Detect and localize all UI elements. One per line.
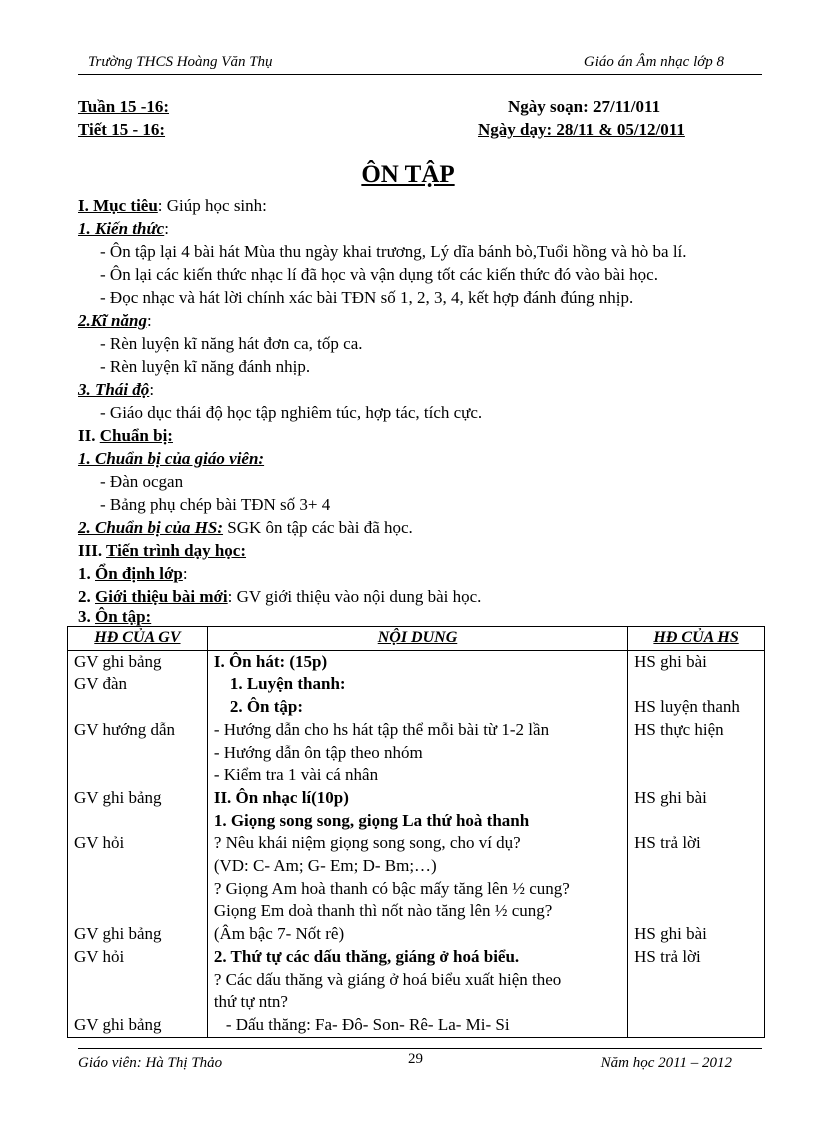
teacher-cell: GV đàn	[68, 673, 208, 696]
teacher-cell	[68, 764, 208, 787]
section-procedure	[78, 541, 246, 561]
student-cell	[628, 1014, 765, 1037]
objectives-intro: : Giúp học sinh:	[157, 196, 267, 215]
teacher-prep-item: - Bảng phụ chép bài TĐN số 3+ 4	[100, 495, 331, 514]
teacher-cell: GV hỏi	[68, 946, 208, 969]
step-class-order	[78, 564, 188, 584]
teacher-cell: GV hỏi	[68, 832, 208, 855]
step-introduction	[78, 587, 481, 607]
content-cell: thứ tự ntn?	[207, 991, 627, 1014]
step-text: :	[182, 564, 188, 583]
section-objectives	[78, 196, 267, 216]
teacher-cell: GV ghi bảng	[68, 923, 208, 946]
student-cell	[628, 855, 765, 878]
content-cell: 2. Ôn tập:	[207, 696, 627, 719]
content-cell: (Âm bậc 7- Nốt rê)	[207, 923, 627, 946]
table-row	[68, 832, 765, 855]
teach-date: Ngày dạy: 28/11 & 05/12/011	[478, 120, 685, 139]
teacher-cell	[68, 991, 208, 1014]
activity-table	[67, 626, 765, 1038]
student-prep-text: SGK ôn tập các bài đã học.	[223, 518, 413, 537]
table-header-row	[68, 627, 765, 651]
student-prep-heading: 2. Chuẩn bị của HS:	[78, 518, 224, 537]
skills-item: - Rèn luyện kĩ năng đánh nhịp.	[100, 357, 311, 376]
knowledge-item: - Đọc nhạc và hát lời chính xác bài TĐN số 1, 2, 3, 4, kết hợp đánh đúng nhịp.	[100, 288, 634, 307]
page-title: ÔN TẬP	[361, 161, 455, 188]
student-cell: HS trả lời	[628, 832, 765, 855]
teacher-prep-heading: 1. Chuẩn bị của giáo viên:	[78, 449, 265, 468]
objectives-heading: I. Mục tiêu	[78, 196, 158, 215]
table-row	[68, 991, 765, 1014]
step-review	[78, 607, 151, 627]
column-header: HĐ CỦA GV	[68, 627, 208, 651]
procedure-number: III.	[78, 541, 107, 560]
prep-date: Ngày soạn: 27/11/011	[508, 97, 661, 116]
document-subject: Giáo án Âm nhạc lớp 8	[583, 54, 724, 70]
student-cell: HS ghi bài	[628, 923, 765, 946]
content-text: I. Ôn hát: (15p)	[213, 651, 328, 671]
content-cell: - Kiểm tra 1 vài cá nhân	[207, 764, 627, 787]
teacher-cell	[68, 900, 208, 923]
content-cell: - Hướng dẫn ôn tập theo nhóm	[207, 742, 627, 765]
content-cell: II. Ôn nhạc lí(10p)	[207, 787, 627, 810]
page-number: 29	[408, 1051, 423, 1067]
knowledge-item: - Ôn lại các kiến thức nhạc lí đã học và vận dụng tốt các kiến thức đó vào bài học.	[100, 265, 658, 284]
table-row	[68, 855, 765, 878]
attitude-item: - Giáo dục thái độ học tập nghiêm túc, hợp tác, tích cực.	[100, 403, 483, 422]
content-cell: 1. Luyện thanh:	[207, 673, 627, 696]
procedure-heading: Tiến trình dạy học:	[106, 541, 247, 560]
school-name: Trường THCS Hoàng Văn Thụ	[88, 54, 273, 70]
teacher-cell	[68, 810, 208, 833]
teacher-cell: GV hướng dẫn	[68, 719, 208, 742]
content-cell: Giọng Em doà thanh thì nốt nào tăng lên ½ cung?	[207, 900, 627, 923]
student-cell	[628, 764, 765, 787]
student-cell: HS trả lời	[628, 946, 765, 969]
table-row	[68, 878, 765, 901]
skills-item: - Rèn luyện kĩ năng hát đơn ca, tốp ca.	[100, 334, 363, 353]
step-number: 1.	[78, 564, 95, 583]
student-cell: HS ghi bài	[628, 650, 765, 673]
preparation-heading: Chuẩn bị:	[99, 426, 173, 445]
teacher-cell	[68, 878, 208, 901]
table-row	[68, 810, 765, 833]
step-heading: Ổn định lớp	[95, 564, 183, 583]
teacher-cell	[68, 969, 208, 992]
content-cell: - Dấu thăng: Fa- Đô- Son- Rê- La- Mi- Si	[207, 1014, 627, 1037]
content-cell: ? Các dấu thăng và giáng ở hoá biểu xuất hiện theo	[207, 969, 627, 992]
student-cell	[628, 900, 765, 923]
table-row	[68, 923, 765, 946]
content-cell: 2. Thứ tự các dấu thăng, giáng ở hoá biểu.	[207, 946, 627, 969]
step-text: : GV giới thiệu vào nội dung bài học.	[227, 587, 482, 606]
table-row	[68, 900, 765, 923]
column-header: NỘI DUNG	[207, 627, 627, 651]
teacher-cell	[68, 742, 208, 765]
content-cell: ? Giọng Am hoà thanh có bậc mấy tăng lên ½ cung?	[207, 878, 627, 901]
step-number: 2.	[78, 587, 95, 606]
week-label: Tuần 15 -16:	[78, 97, 170, 116]
table-row	[68, 650, 765, 673]
knowledge-heading: 1. Kiến thức	[78, 219, 165, 238]
teacher-cell	[68, 696, 208, 719]
table-row	[68, 1014, 765, 1037]
step-heading: Giới thiệu bài mới	[95, 587, 228, 606]
teacher-cell: GV ghi bảng	[68, 787, 208, 810]
student-cell: HS thực hiện	[628, 719, 765, 742]
step-number: 3.	[78, 607, 95, 626]
table-row	[68, 946, 765, 969]
content-cell: 1. Giọng song song, giọng La thứ hoà thanh	[207, 810, 627, 833]
table-row	[68, 969, 765, 992]
student-cell	[628, 742, 765, 765]
school-year: Năm học 2011 – 2012	[600, 1055, 732, 1071]
table-row	[68, 787, 765, 810]
skills-heading-line: 2.Kĩ năng:	[78, 311, 152, 330]
page-header	[78, 52, 762, 75]
attitude-heading-line: 3. Thái độ:	[78, 380, 155, 399]
column-header: HĐ CỦA HS	[628, 627, 765, 651]
student-cell	[628, 969, 765, 992]
student-cell	[628, 878, 765, 901]
student-cell: HS luyện thanh	[628, 696, 765, 719]
period-label: Tiết 15 - 16:	[78, 120, 166, 139]
content-cell: (VD: C- Am; G- Em; D- Bm;…)	[207, 855, 627, 878]
preparation-number: II.	[78, 426, 100, 445]
content-cell	[207, 650, 627, 673]
step-heading: Ôn tập:	[95, 607, 152, 626]
table-row	[68, 719, 765, 742]
table-row	[68, 696, 765, 719]
table-row	[68, 764, 765, 787]
student-cell	[628, 810, 765, 833]
content-cell: ? Nêu khái niệm giọng song song, cho ví dụ?	[207, 832, 627, 855]
content-cell: - Hướng dẫn cho hs hát tập thể mỗi bài từ 1-2 lần	[207, 719, 627, 742]
student-cell	[628, 673, 765, 696]
knowledge-heading-line: 1. Kiến thức:	[78, 219, 169, 238]
teacher-name: Giáo viên: Hà Thị Thảo	[78, 1055, 223, 1071]
student-cell: HS ghi bài	[628, 787, 765, 810]
knowledge-item: - Ôn tập lại 4 bài hát Mùa thu ngày khai trương, Lý dĩa bánh bò,Tuổi hồng và hò ba lí.	[100, 242, 687, 261]
teacher-cell: GV ghi bảng	[68, 1014, 208, 1037]
teacher-cell	[68, 855, 208, 878]
page-footer	[78, 1048, 762, 1073]
student-prep-line	[78, 518, 413, 538]
attitude-heading: 3. Thái độ	[78, 380, 150, 399]
teacher-cell: GV ghi bảng	[68, 650, 208, 673]
student-cell	[628, 991, 765, 1014]
table-row	[68, 673, 765, 696]
skills-heading: 2.Kĩ năng	[78, 311, 147, 330]
table-row	[68, 742, 765, 765]
teacher-prep-item: - Đàn ocgan	[100, 472, 184, 491]
section-preparation	[78, 426, 173, 446]
